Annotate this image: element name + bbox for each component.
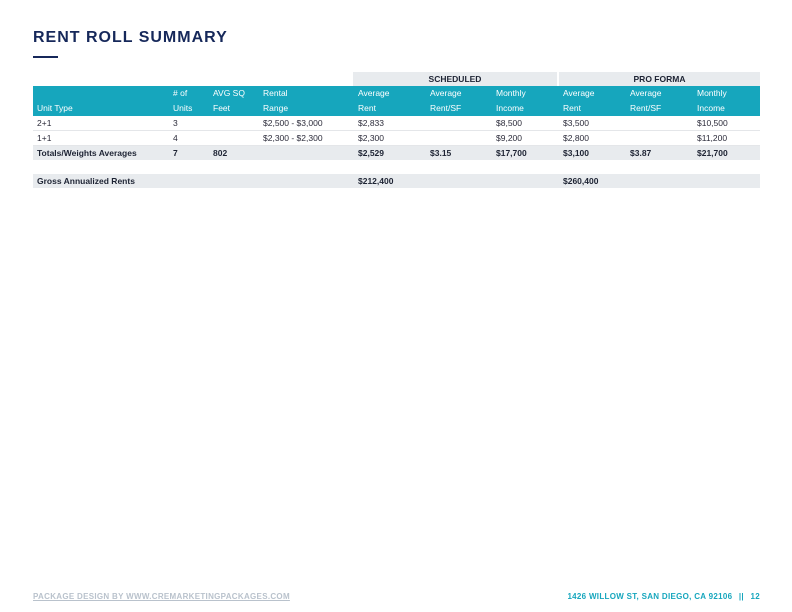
footer-separator: || [738,592,744,601]
col-unit-type-header: Unit Type [37,103,73,113]
col-pf-monthly-l1: Monthly [697,88,727,98]
scheduled-group-header: SCHEDULED [353,72,557,86]
totals-row [33,146,760,160]
col-sched-monthly-l1: Monthly [496,88,526,98]
cell-units: 3 [173,118,178,128]
totals-sched-monthly: $17,700 [496,148,527,158]
cell-pf-monthly: $10,500 [697,118,728,128]
rent-roll-table [33,72,760,188]
table-row [33,116,760,131]
gross-annualized-label: Gross Annualized Rents [37,176,135,186]
cell-sched-avg-rent: $2,833 [358,118,384,128]
table-row [33,131,760,146]
gross-annualized-row [33,174,760,188]
col-pf-rent-sf-header: Rent/SF [630,103,662,113]
spacer-row [33,160,760,174]
col-sched-avg-rent-header: Rent [358,103,376,113]
col-sched-rent-sf-l1: Average [430,88,462,98]
col-pf-avg-rent-header: Rent [563,103,581,113]
column-header-row [33,86,760,116]
totals-pf-avg-rent: $3,100 [563,148,589,158]
title-underline [33,56,58,58]
col-pf-monthly-header: Income [697,103,725,113]
totals-pf-monthly: $21,700 [697,148,728,158]
col-units-l1: # of [173,88,188,98]
col-sched-monthly-header: Income [496,103,524,113]
col-pf-avg-rent-l1: Average [563,88,595,98]
cell-pf-avg-rent: $2,800 [563,133,589,143]
totals-label: Totals/Weights Averages [37,148,137,158]
totals-sched-rent-sf: $3.15 [430,148,452,158]
cell-sched-monthly: $9,200 [496,133,522,143]
col-rental-range-header: Range [263,103,289,113]
cell-rental-range: $2,500 - $3,000 [263,118,323,128]
footer-address-block [563,592,760,601]
col-rental-range-l1: Rental [263,88,288,98]
page-number: 12 [750,592,760,601]
pro-forma-group-header: PRO FORMA [559,72,760,86]
gross-annualized-scheduled: $212,400 [358,176,394,186]
totals-units: 7 [173,148,178,158]
gross-annualized-pro-forma: $260,400 [563,176,599,186]
package-design-link[interactable]: PACKAGE DESIGN BY WWW.CREMARKETINGPACKAGES.COM [33,592,290,601]
cell-sched-monthly: $8,500 [496,118,522,128]
totals-pf-rent-sf: $3.87 [630,148,652,158]
col-pf-rent-sf-l1: Average [630,88,662,98]
cell-rental-range: $2,300 - $2,300 [263,133,323,143]
page-title: RENT ROLL SUMMARY [33,29,228,46]
col-units-header: Units [173,103,193,113]
col-avg-sqft-l1: AVG SQ [213,88,245,98]
totals-sched-avg-rent: $2,529 [358,148,384,158]
col-avg-sqft-header: Feet [213,103,231,113]
group-header-row [33,72,760,86]
footer-address: 1426 WILLOW ST, SAN DIEGO, CA 92106 [567,592,733,601]
cell-units: 4 [173,133,178,143]
cell-unit-type: 1+1 [37,133,52,143]
cell-pf-monthly: $11,200 [697,133,728,143]
cell-pf-avg-rent: $3,500 [563,118,589,128]
cell-unit-type: 2+1 [37,118,52,128]
totals-avg-sqft: 802 [213,148,228,158]
col-sched-avg-rent-l1: Average [358,88,390,98]
cell-sched-avg-rent: $2,300 [358,133,384,143]
col-sched-rent-sf-header: Rent/SF [430,103,462,113]
